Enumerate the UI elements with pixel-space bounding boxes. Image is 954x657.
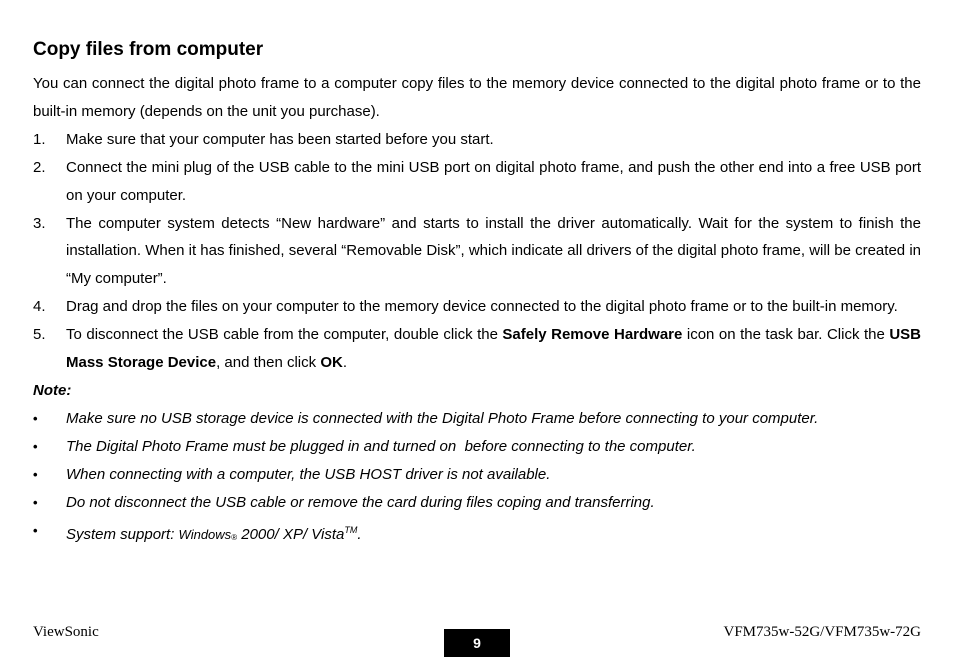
- note-item: [33, 489, 921, 517]
- step-number: 4.: [33, 298, 46, 316]
- step-item: [33, 126, 921, 154]
- windows-label: Windows: [178, 526, 232, 542]
- note-item: [33, 405, 921, 433]
- intro-paragraph: You can connect the digital photo frame to a computer copy files to the memory device connected to the digital photo frame or to the built-in memory (depends on the unit you purchase).: [33, 75, 921, 120]
- bullet-icon: •: [33, 438, 38, 454]
- system-support-suffix: .: [357, 525, 362, 543]
- step-number: 2.: [33, 158, 46, 176]
- step-text: [66, 321, 921, 377]
- step-item: [33, 154, 921, 210]
- note-text: Make sure no USB storage device is connected with the Digital Photo Frame before connecting to your computer.: [66, 409, 819, 427]
- section-heading: Copy files from computer: [33, 39, 264, 60]
- usb-mass-storage-device-label: USB Mass Storage Device: [66, 326, 921, 372]
- footer-model: VFM735w-52G/VFM735w-72G: [723, 624, 921, 640]
- bullet-icon: •: [33, 410, 38, 426]
- step-text-part: , and then click: [216, 354, 321, 372]
- registered-mark: ®: [231, 532, 238, 542]
- bullet-icon: •: [33, 494, 38, 510]
- step-item: [33, 293, 921, 321]
- step-number: 3.: [33, 214, 46, 232]
- step-item: [33, 321, 921, 377]
- section-content: [33, 70, 921, 551]
- windows-versions: 2000/ XP/ Vista: [237, 525, 345, 543]
- system-support-prefix: System support:: [66, 525, 179, 543]
- safely-remove-hardware-label: Safely Remove Hardware: [502, 326, 683, 344]
- trademark-mark: TM: [344, 524, 358, 535]
- step-text: Connect the mini plug of the USB cable to the mini USB port on digital photo frame, and push the other end into a free USB port on your computer.: [66, 158, 921, 204]
- step-text-part: To disconnect the USB cable from the computer, double click the: [66, 326, 503, 344]
- note-item: [33, 517, 921, 552]
- note-text: Do not disconnect the USB cable or remove the card during files coping and transferring.: [66, 493, 655, 511]
- step-number: 5.: [33, 326, 46, 344]
- step-text-part: icon on the task bar. Click the: [682, 326, 890, 344]
- note-text: When connecting with a computer, the USB HOST driver is not available.: [66, 465, 551, 483]
- step-number: 1.: [33, 130, 46, 148]
- note-item: [33, 433, 921, 461]
- step-text: Drag and drop the files on your computer to the memory device connected to the digital photo frame or to the built-in memory.: [66, 298, 898, 316]
- page-number: 9: [444, 629, 510, 657]
- ok-label: OK: [320, 354, 343, 372]
- note-label: Note:: [33, 381, 72, 399]
- bullet-icon: •: [33, 466, 38, 482]
- note-item: [33, 461, 921, 489]
- bullet-icon: •: [33, 522, 38, 538]
- step-text-part: .: [342, 354, 347, 372]
- step-text: Make sure that your computer has been started before you start.: [66, 130, 494, 148]
- note-text: The Digital Photo Frame must be plugged in and turned on before connecting to the computer.: [66, 437, 696, 455]
- step-item: [33, 210, 921, 294]
- footer-brand: ViewSonic: [33, 624, 99, 640]
- step-text: The computer system detects “New hardware” and starts to install the driver automatically. Wait for the system to finish the installation. When it has finished, several “Removable Disk”, which indicate all drivers of the digital photo frame, will be created in “My computer”.: [66, 214, 921, 288]
- system-support-text: [66, 517, 921, 552]
